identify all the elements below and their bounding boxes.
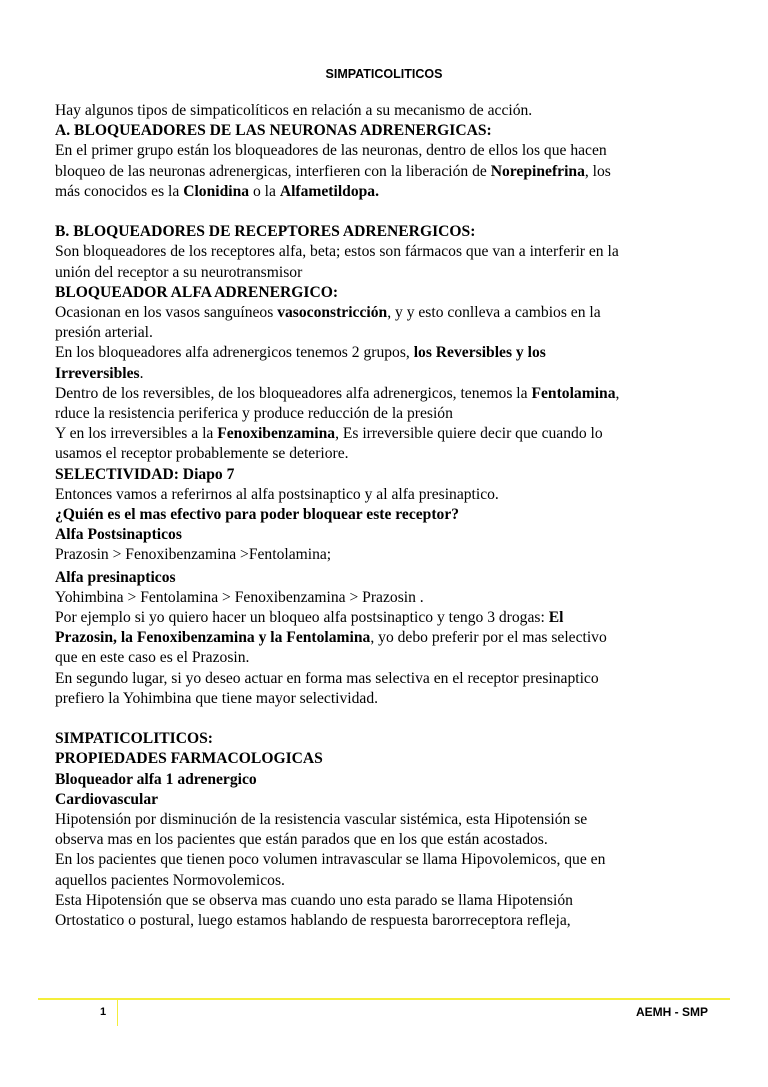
text-segment: Prazosin > Fenoxibenzamina >Fentolamina; bbox=[55, 546, 332, 564]
text-segment: Ocasionan en los vasos sanguíneos bbox=[55, 304, 278, 322]
text-line bbox=[55, 283, 725, 303]
text-line bbox=[55, 648, 725, 668]
text-segment: Hay algunos tipos de simpaticolíticos en relación a su mecanismo de acción. bbox=[55, 102, 533, 119]
text-segment: En el primer grupo están los bloqueadores de las neuronas, dentro de ellos los que hacen bbox=[55, 142, 607, 160]
text-line bbox=[55, 790, 725, 810]
bold-text: Fentolamina bbox=[531, 384, 616, 402]
text-line bbox=[55, 141, 725, 161]
bold-text: Fenoxibenzamina bbox=[217, 425, 336, 443]
text-segment: presión arterial. bbox=[55, 324, 153, 342]
bold-text: los Reversibles y los bbox=[413, 344, 546, 362]
text-segment: unión del receptor a su neurotransmisor bbox=[55, 263, 303, 281]
text-segment: Y en los irreversibles a la bbox=[55, 425, 218, 443]
text-segment: , bbox=[615, 384, 620, 402]
text-segment: Entonces vamos a referirnos al alfa postsinaptico y al alfa presinaptico. bbox=[55, 485, 499, 503]
text-line bbox=[55, 568, 725, 588]
text-segment: prefiero la Yohimbina que tiene mayor selectividad. bbox=[55, 689, 379, 707]
footer-divider bbox=[117, 1000, 118, 1026]
page-title: SIMPATICOLITICOS bbox=[325, 67, 443, 81]
text-line bbox=[55, 222, 725, 242]
text-line bbox=[55, 364, 725, 384]
text-line bbox=[55, 424, 725, 444]
text-line bbox=[55, 343, 725, 363]
text-line bbox=[55, 505, 725, 525]
text-segment: que en este caso es el Prazosin. bbox=[55, 649, 250, 667]
text-line bbox=[55, 101, 725, 121]
text-line bbox=[55, 850, 725, 870]
text-segment: bloqueo de las neuronas adrenergicas, interfieren con la liberación de bbox=[55, 162, 491, 180]
text-segment: aquellos pacientes Normovolemicos. bbox=[55, 871, 285, 889]
text-segment: Dentro de los reversibles, de los bloqueadores alfa adrenergicos, tenemos la bbox=[55, 384, 532, 402]
text-segment: . bbox=[139, 364, 144, 382]
document-body bbox=[55, 101, 725, 931]
text-line bbox=[55, 891, 725, 911]
text-segment: SELECTIVIDAD: Diapo 7 bbox=[55, 465, 235, 483]
text-segment: , Es irreversible quiere decir que cuando lo bbox=[335, 425, 603, 443]
text-segment: Cardiovascular bbox=[55, 790, 159, 808]
text-line bbox=[55, 384, 725, 404]
text-segment: ¿Quién es el mas efectivo para poder bloquear este receptor? bbox=[55, 506, 460, 524]
text-segment: Son bloqueadores de los receptores alfa, beta; estos son fármacos que van a interferir en la bbox=[55, 243, 619, 261]
bold-text: Clonidina bbox=[183, 182, 250, 200]
text-segment: Bloqueador alfa 1 adrenergico bbox=[55, 770, 257, 788]
text-segment: usamos el receptor probablemente se deteriore. bbox=[55, 445, 349, 463]
text-line bbox=[55, 588, 725, 608]
text-line bbox=[55, 608, 725, 628]
text-segment: o la bbox=[249, 182, 280, 200]
text-segment: Ortostatico o postural, luego estamos hablando de respuesta barorreceptora refleja, bbox=[55, 912, 571, 930]
text-line bbox=[55, 242, 725, 262]
footer-label: AEMH - SMP bbox=[636, 1005, 708, 1019]
bold-text: Prazosin, la Fenoxibenzamina y la Fentolamina bbox=[55, 629, 371, 647]
text-line bbox=[55, 182, 725, 202]
text-segment: Esta Hipotensión que se observa mas cuando uno esta parado se llama Hipotensión bbox=[55, 891, 573, 909]
text-line bbox=[55, 323, 725, 343]
text-segment: , yo debo preferir por el mas selectivo bbox=[370, 629, 607, 647]
page-number: 1 bbox=[100, 1006, 107, 1018]
text-line bbox=[55, 729, 725, 749]
text-segment: Alfa presinapticos bbox=[55, 568, 176, 586]
text-segment: Yohimbina > Fentolamina > Fenoxibenzamina > Prazosin . bbox=[55, 588, 424, 606]
text-line bbox=[55, 830, 725, 850]
text-segment: Por ejemplo si yo quiero hacer un bloqueo alfa postsinaptico y tengo 3 drogas: bbox=[55, 609, 549, 627]
bold-text: Norepinefrina bbox=[490, 162, 585, 180]
bold-text: vasoconstricción bbox=[277, 304, 388, 322]
text-line bbox=[55, 545, 725, 565]
text-line bbox=[55, 465, 725, 485]
text-line bbox=[55, 444, 725, 464]
text-line bbox=[55, 770, 725, 790]
bold-text: Alfametildopa. bbox=[279, 182, 380, 200]
text-segment: BLOQUEADOR ALFA ADRENERGICO: bbox=[55, 283, 339, 301]
text-segment: observa mas en los pacientes que están parados que en los que están acostados. bbox=[55, 831, 548, 849]
text-segment: Alfa Postsinapticos bbox=[55, 526, 182, 544]
footer-rule bbox=[38, 998, 730, 1000]
text-segment: PROPIEDADES FARMACOLOGICAS bbox=[55, 750, 323, 768]
text-line bbox=[55, 162, 725, 182]
text-segment: , y y esto conlleva a cambios en la bbox=[387, 304, 601, 322]
bold-text: Irreversibles bbox=[55, 364, 140, 382]
text-segment: B. BLOQUEADORES DE RECEPTORES ADRENERGICOS: bbox=[55, 223, 476, 241]
text-line bbox=[55, 202, 725, 222]
text-line bbox=[55, 669, 725, 689]
text-line bbox=[55, 121, 725, 141]
text-segment: Hipotensión por disminución de la resistencia vascular sistémica, esta Hipotensión se bbox=[55, 811, 588, 829]
text-segment: A. BLOQUEADORES DE LAS NEURONAS ADRENERGICAS: bbox=[55, 122, 492, 140]
text-line bbox=[55, 709, 725, 729]
text-segment: SIMPATICOLITICOS: bbox=[55, 730, 213, 748]
text-segment: rduce la resistencia periferica y produce reducción de la presión bbox=[55, 405, 453, 423]
text-line bbox=[55, 404, 725, 424]
bold-text: El bbox=[548, 609, 564, 627]
text-segment: más conocidos es la bbox=[55, 182, 184, 200]
text-line bbox=[55, 871, 725, 891]
text-line bbox=[55, 689, 725, 709]
text-line bbox=[55, 303, 725, 323]
text-segment: , los bbox=[584, 162, 611, 180]
text-line bbox=[55, 628, 725, 648]
text-line bbox=[55, 485, 725, 505]
text-segment: En los bloqueadores alfa adrenergicos tenemos 2 grupos, bbox=[55, 344, 414, 362]
text-line bbox=[55, 911, 725, 931]
text-line bbox=[55, 810, 725, 830]
text-line bbox=[55, 749, 725, 769]
text-line bbox=[55, 525, 725, 545]
text-segment: En los pacientes que tienen poco volumen intravascular se llama Hipovolemicos, que en bbox=[55, 851, 606, 869]
text-line bbox=[55, 263, 725, 283]
text-segment: En segundo lugar, si yo deseo actuar en forma mas selectiva en el receptor presinaptico bbox=[55, 669, 599, 687]
